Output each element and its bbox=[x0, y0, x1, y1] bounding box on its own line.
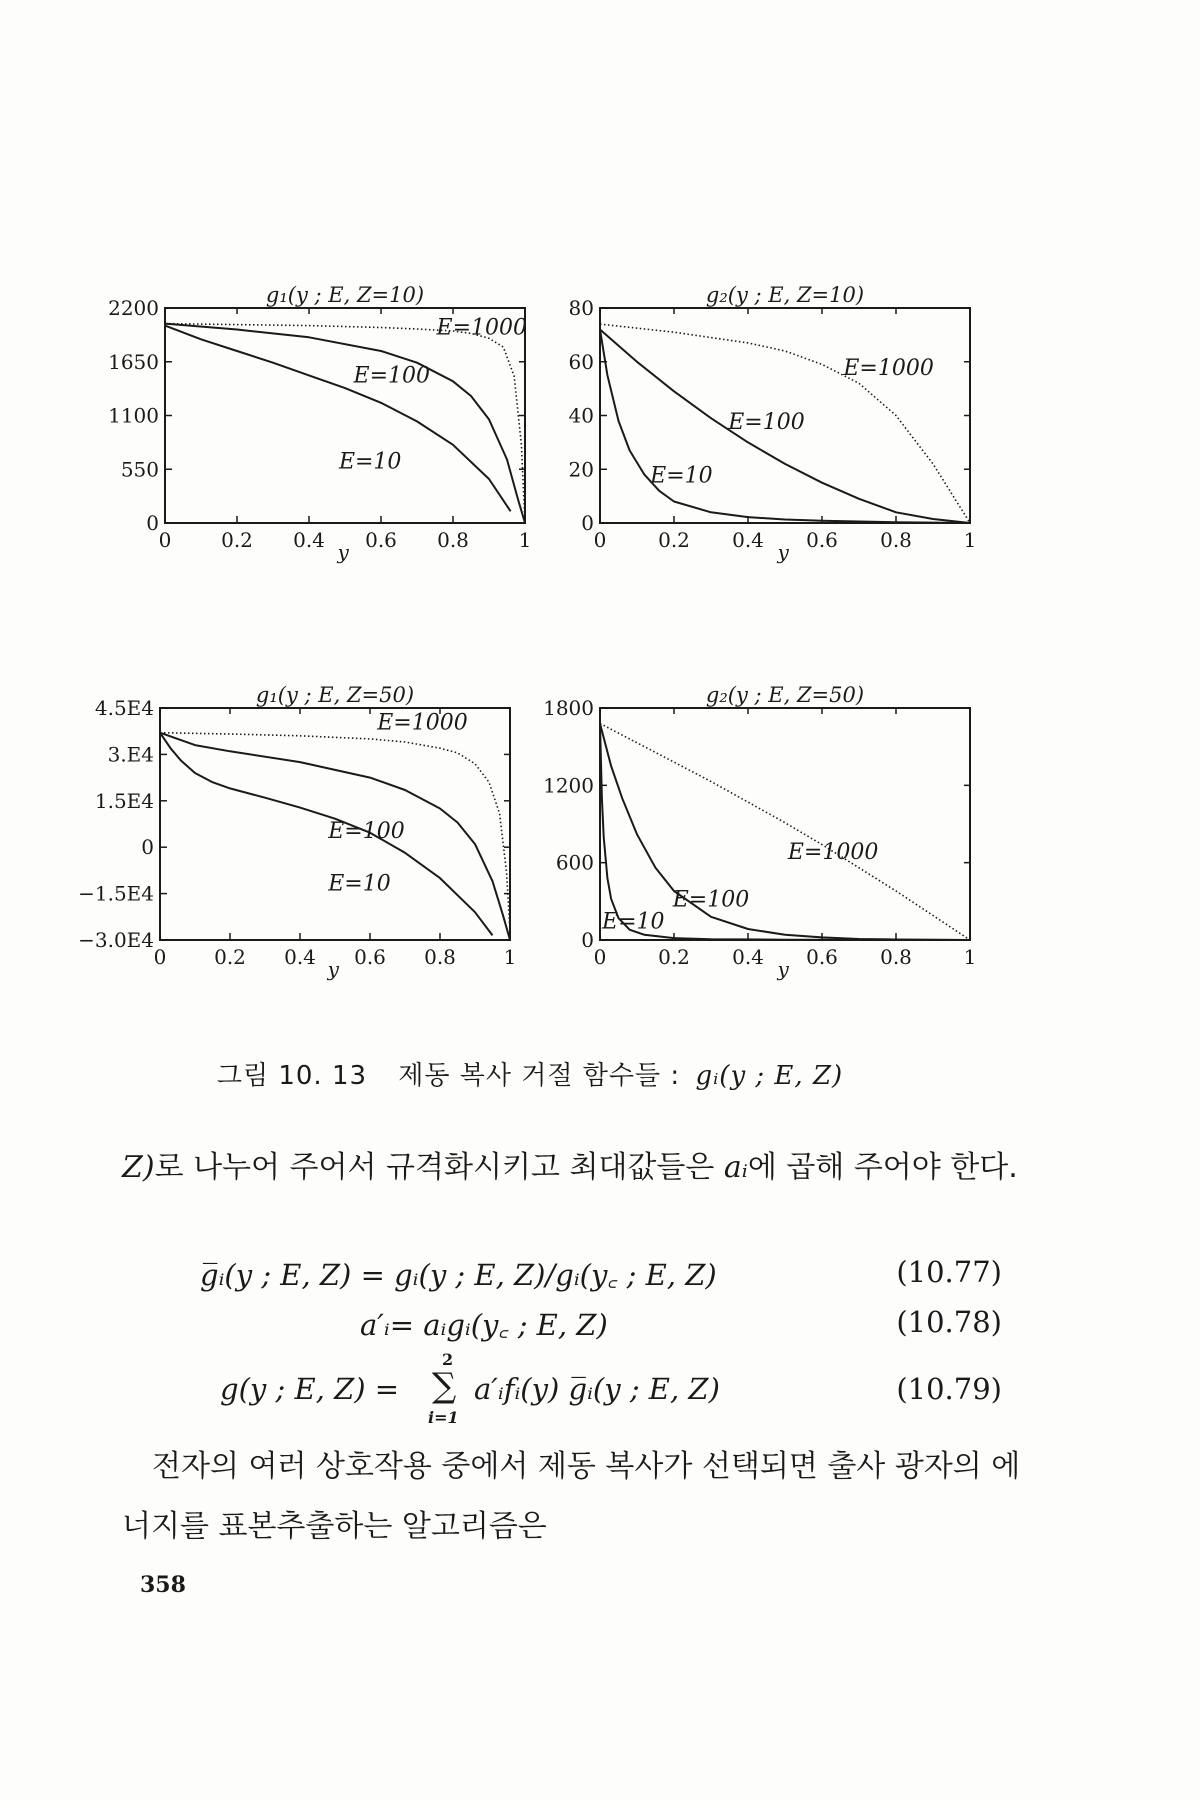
y-tick-label: −1.5E4 bbox=[78, 881, 154, 906]
x-tick-label: 0.4 bbox=[284, 945, 316, 969]
chart-title: g₁(y ; E, Z=10) bbox=[265, 283, 425, 307]
y-tick-label: 550 bbox=[120, 457, 159, 482]
x-tick-label: 0.8 bbox=[880, 945, 912, 969]
y-tick-label: 1200 bbox=[543, 773, 594, 798]
x-tick-label: 0.8 bbox=[880, 528, 912, 552]
series-annotation: E=10 bbox=[650, 463, 713, 489]
chart-g1-z10 bbox=[60, 280, 560, 610]
x-tick-label: 0.6 bbox=[354, 945, 386, 969]
series-annotation: E=1000 bbox=[436, 315, 528, 341]
chart-title: g₂(y ; E, Z=50) bbox=[705, 683, 865, 707]
paragraph-algorithm-text: 전자의 여러 상호작용 중에서 제동 복사가 선택되면 출사 광자의 에너지를 표본추출하는 알고리즘은 bbox=[122, 1449, 1021, 1544]
x-tick-label: 0.8 bbox=[424, 945, 456, 969]
series-line-e-100 bbox=[600, 724, 970, 941]
x-tick-label: 0.2 bbox=[658, 945, 690, 969]
x-tick-label: 0.8 bbox=[437, 528, 469, 552]
x-tick-label: 0.2 bbox=[221, 528, 253, 552]
y-tick-label: 2200 bbox=[108, 296, 159, 320]
x-tick-label: 0.4 bbox=[293, 528, 325, 552]
y-tick-label: 1100 bbox=[108, 403, 159, 428]
chart-title: g₂(y ; E, Z=10) bbox=[705, 283, 865, 307]
paragraph-math-z: Z) bbox=[122, 1150, 155, 1185]
paragraph-math-ai: aᵢ bbox=[723, 1150, 748, 1185]
series-line-e-10 bbox=[165, 326, 511, 512]
equation-10-77: g̅ᵢ(y ; E, Z) = gᵢ(y ; E, Z)/gᵢ(y꜀ ; E, Z) bbox=[200, 1258, 717, 1292]
y-tick-label: 1.5E4 bbox=[94, 788, 154, 813]
series-annotation: E=1000 bbox=[787, 839, 879, 865]
chart-g1-z50 bbox=[40, 680, 560, 1020]
series-annotation: E=10 bbox=[328, 871, 391, 897]
x-tick-label: 0.6 bbox=[806, 945, 838, 969]
equation-number-10-77: (10.77) bbox=[896, 1255, 1002, 1289]
paragraph-text-b: 에 곱해 주어야 한다. bbox=[747, 1150, 1018, 1185]
series-annotation: E=10 bbox=[602, 909, 665, 935]
x-tick-label: 0 bbox=[153, 945, 167, 969]
x-axis-label: y bbox=[777, 540, 789, 564]
x-tick-label: 0.2 bbox=[214, 945, 246, 969]
x-tick-label: 1 bbox=[963, 945, 977, 969]
equation-10-79-lhs: g(y ; E, Z) = bbox=[220, 1372, 400, 1406]
sum-lower-limit: i=1 bbox=[428, 1408, 459, 1427]
x-axis-label: y bbox=[337, 540, 349, 564]
figure-caption-math: gᵢ(y ; E, Z) bbox=[695, 1061, 844, 1091]
y-tick-label: 40 bbox=[568, 403, 594, 428]
x-tick-label: 1 bbox=[963, 528, 977, 552]
x-axis-label: y bbox=[777, 957, 789, 981]
series-line-e-10 bbox=[160, 733, 493, 936]
series-annotation: E=100 bbox=[328, 818, 405, 844]
x-tick-label: 0.6 bbox=[806, 528, 838, 552]
y-tick-label: 20 bbox=[568, 457, 594, 482]
figure-caption-text: 제동 복사 거절 함수들 : bbox=[398, 1061, 681, 1091]
equation-number-10-79: (10.79) bbox=[896, 1372, 1002, 1406]
series-annotation: E=10 bbox=[338, 449, 402, 475]
series-annotation: E=100 bbox=[728, 409, 805, 435]
chart-title: g₁(y ; E, Z=50) bbox=[255, 683, 415, 707]
equation-10-79-rhs: a′ᵢfᵢ(y) g̅ᵢ(y ; E, Z) bbox=[474, 1372, 720, 1406]
series-line-e-100 bbox=[165, 324, 525, 523]
x-tick-label: 0.4 bbox=[732, 945, 764, 969]
y-tick-label: 0 bbox=[146, 511, 159, 535]
x-tick-label: 0.6 bbox=[365, 528, 397, 552]
equation-number-10-78: (10.78) bbox=[896, 1305, 1002, 1339]
y-tick-label: 80 bbox=[568, 296, 594, 320]
y-tick-label: 1650 bbox=[108, 349, 159, 374]
x-tick-label: 1 bbox=[503, 945, 517, 969]
chart-g2-z50 bbox=[540, 680, 1000, 1020]
paragraph-algorithm bbox=[122, 1437, 1022, 1557]
paragraph-normalization bbox=[122, 1138, 1022, 1198]
plot-frame bbox=[600, 708, 970, 940]
series-line-e-10 bbox=[600, 724, 970, 941]
figure-caption bbox=[0, 1055, 1060, 1092]
paragraph-text-a: 로 나누어 주어서 규격화시키고 최대값들은 bbox=[154, 1150, 724, 1185]
series-line-e-1000 bbox=[600, 724, 970, 941]
y-tick-label: 1800 bbox=[543, 696, 594, 720]
x-axis-label: y bbox=[327, 957, 339, 981]
sum-sign: ∑ bbox=[432, 1366, 457, 1406]
series-line-e-1000 bbox=[165, 324, 525, 523]
figure-number: 그림 10. 13 bbox=[216, 1061, 368, 1091]
equation-10-78: a′ᵢ= aᵢgᵢ(y꜀ ; E, Z) bbox=[360, 1308, 608, 1342]
series-annotation: E=1000 bbox=[843, 356, 934, 382]
page-number: 358 bbox=[140, 1572, 186, 1598]
x-tick-label: 0 bbox=[593, 528, 607, 552]
x-tick-label: 0 bbox=[158, 528, 172, 552]
x-tick-label: 0.4 bbox=[732, 528, 764, 552]
x-tick-label: 0.2 bbox=[658, 528, 690, 552]
x-tick-label: 1 bbox=[518, 528, 532, 552]
series-annotation: E=1000 bbox=[377, 710, 468, 736]
y-tick-label: −3.0E4 bbox=[78, 928, 154, 952]
y-tick-label: 0 bbox=[581, 511, 594, 535]
y-tick-label: 0 bbox=[141, 835, 154, 860]
y-tick-label: 600 bbox=[555, 850, 594, 875]
chart-g2-z10 bbox=[560, 280, 1000, 610]
y-tick-label: 60 bbox=[568, 349, 594, 374]
sum-upper-limit: 2 bbox=[442, 1350, 454, 1369]
y-tick-label: 4.5E4 bbox=[94, 696, 154, 720]
series-annotation: E=100 bbox=[672, 887, 750, 913]
series-annotation: E=100 bbox=[353, 363, 431, 389]
y-tick-label: 0 bbox=[581, 928, 594, 952]
y-tick-label: 3.E4 bbox=[107, 742, 154, 767]
x-tick-label: 0 bbox=[593, 945, 607, 969]
